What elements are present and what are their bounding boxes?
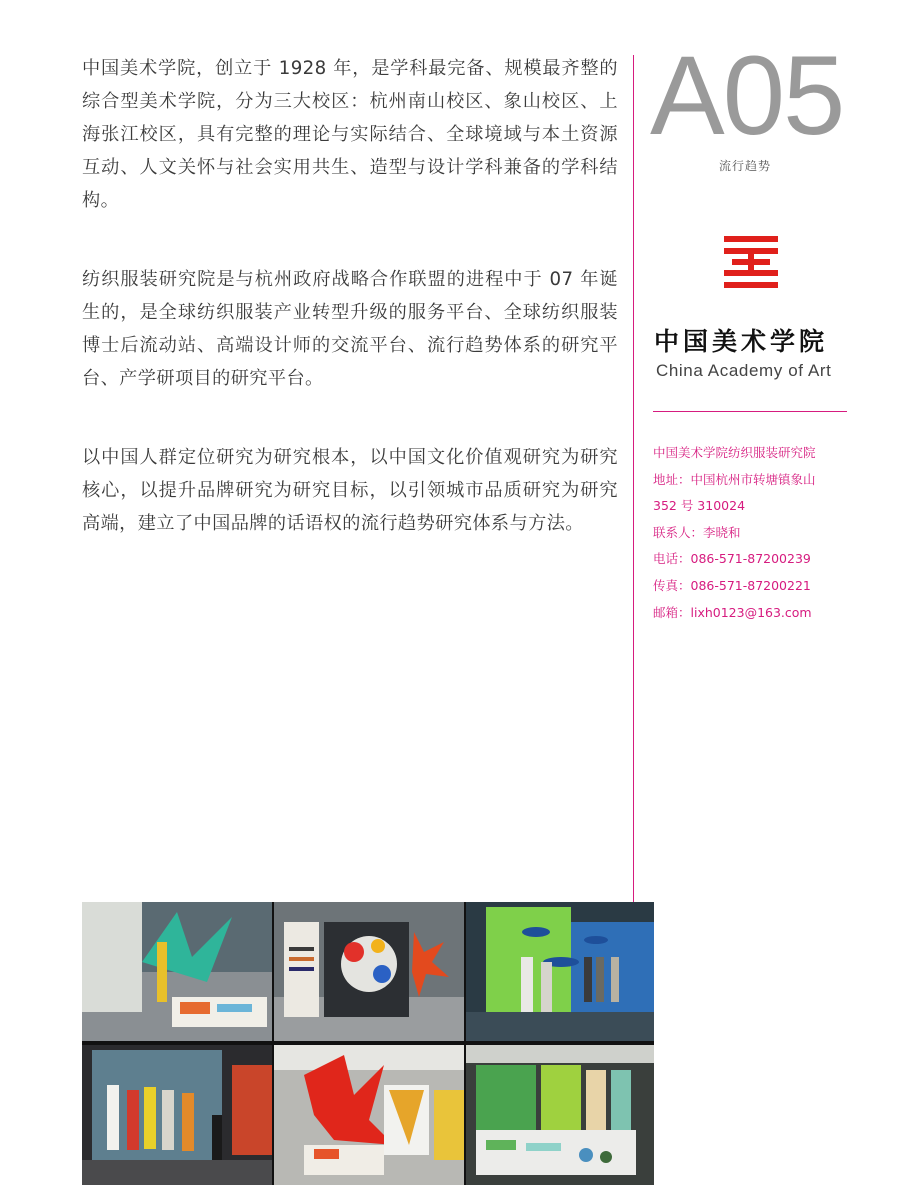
contact-address-1: 地址：中国杭州市转塘镇象山 (653, 471, 816, 487)
exhibition-photo-3 (466, 902, 654, 1041)
contact-divider (653, 411, 847, 412)
exhibition-photo-2 (274, 902, 464, 1041)
paragraph-institute: 纺织服装研究院是与杭州政府战略合作联盟的进程中于 07 年诞生的，是全球纺织服装产业转型升级的服务平台、全球纺织服装博士后流动站、高端设计师的交流平台、流行趋势体系的研究平台、产学研项目的研究平台。 (82, 269, 618, 389)
paragraph-research: 以中国人群定位研究为研究根本，以中国文化价值观研究为研究核心，以提升品牌研究为研究目标，以引领城市品质研究为研究高端，建立了中国品牌的话语权的流行趋势研究体系与方法。 (82, 447, 618, 534)
body-text (82, 52, 618, 586)
page-code: A05 (650, 33, 844, 158)
page-subtitle: 流行趋势 (719, 159, 772, 173)
contact-org: 中国美术学院纺织服装研究院 (653, 445, 816, 460)
exhibition-photo-6 (466, 1045, 654, 1185)
exhibition-photo-5 (274, 1045, 464, 1185)
academy-name-en: China Academy of Art (656, 361, 832, 380)
academy-logo-icon (724, 236, 778, 288)
contact-address-2: 352 号 310024 (653, 498, 746, 514)
contact-fax: 传真：086-571-87200221 (653, 577, 811, 593)
contact-person: 联系人：李晓和 (653, 524, 741, 540)
paragraph-intro: 中国美术学院，创立于 1928 年，是学科最完备、规模最齐整的综合型美术学院，分为三大校区：杭州南山校区、象山校区、上海张江校区，具有完整的理论与实际结合、全球境域与本土资源互动、人文关怀与社会实用共生、造型与设计学科兼备的学科结构。 (82, 58, 618, 211)
contact-email: 邮箱：lixh0123@163.com (653, 604, 812, 620)
contact-block (653, 440, 873, 626)
exhibition-photo-1 (82, 902, 272, 1041)
contact-phone: 电话：086-571-87200239 (653, 551, 811, 567)
exhibition-photo-gallery (82, 902, 654, 1185)
academy-name-cn: 中国美术学院 (654, 327, 829, 356)
exhibition-photo-4 (82, 1045, 272, 1185)
